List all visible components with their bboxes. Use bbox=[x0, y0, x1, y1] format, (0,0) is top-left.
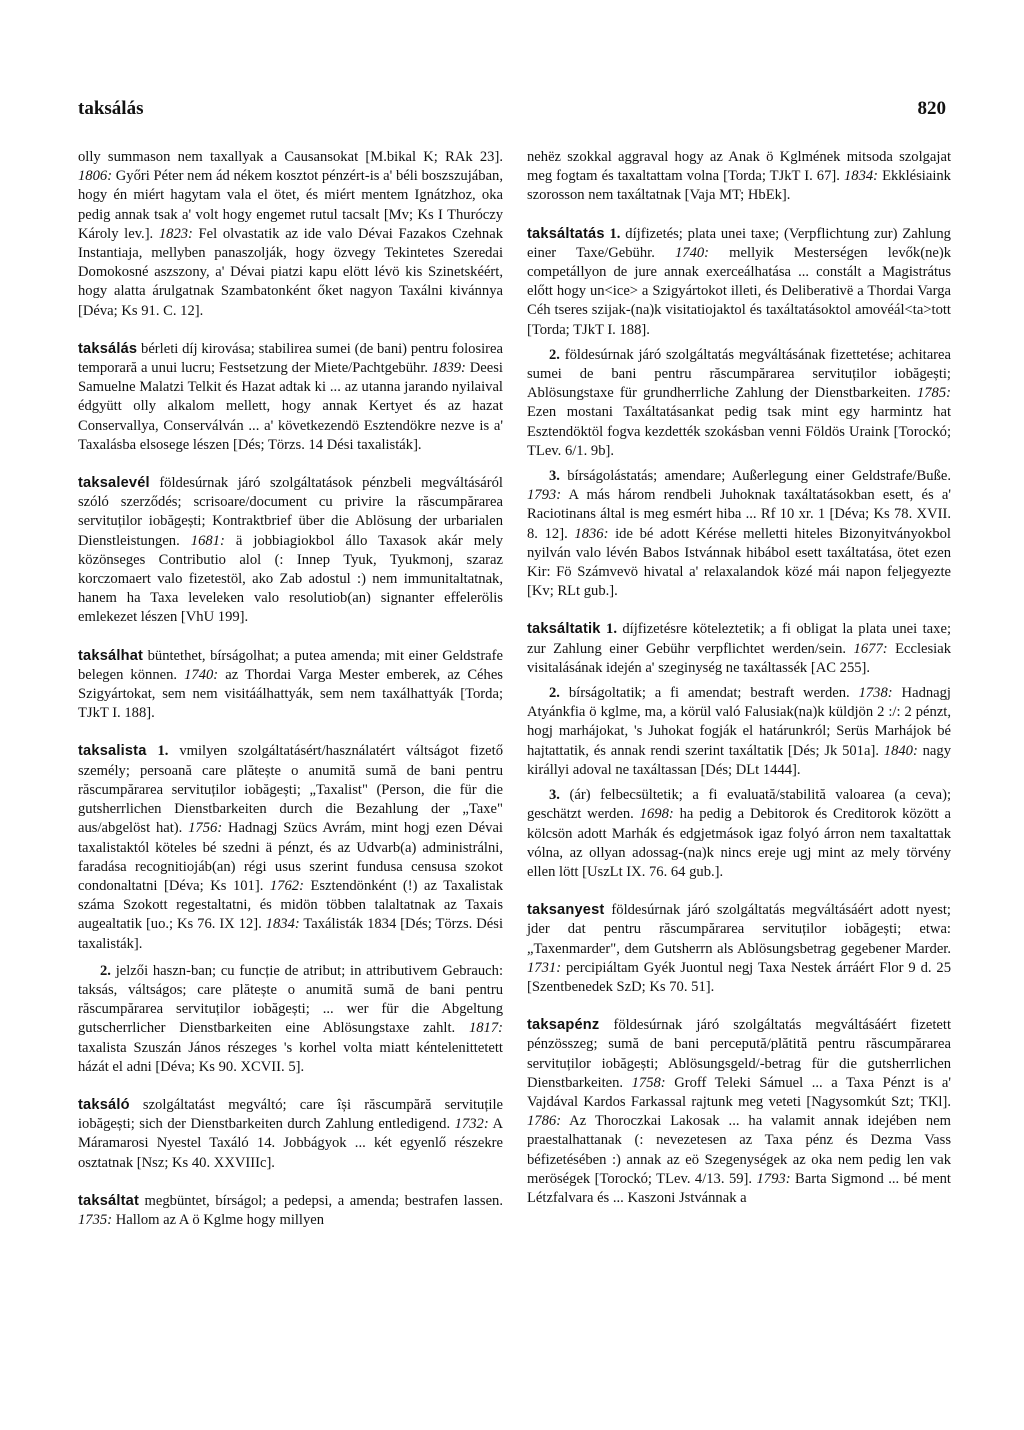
running-head bbox=[78, 98, 946, 128]
entry-taksanyest: taksanyest földesúrnak járó szolgáltatás megváltásáért adott nyest; jder dat pentru răscumpărarea servituților iobăgești; etwa: „Taxenmarder", dem Gutsherrn als Ablösungsbetrag gegebener Marder. 1731: percipiáltam Gyék Juontul negj Taxa Nestek árráért Flor 9 d. 25 [Szentbenedek SzD; Ks 70. 51]. bbox=[527, 902, 951, 995]
entry-taksaltatik: taksáltatik 1. díjfizetésre köteleztetik; a fi obligat la plata unei taxe; zur Zahlung einer Gebühr verpflichtet werden/sein. 1677: Ecclesiak visitalásának idején a' szeginység ne taxáltassék [AC 255]. bbox=[527, 621, 952, 676]
entry-continuation: olly summason nem taxallyak a Causansokat [M.bikal K; RAk 23]. 1806: Győri Péter nem ád nékem kosztot pénzért-is a' béli boszszujában, hogy én miért hagytam vala el ötet, és miért mentem Ignátzhoz, oka pedig annak tsak a' volt hogy engemet rutul tacsalt [Mv; Ks I Thuróczy Károly lev.]. 1823: Fel olvastatik az ide valo Dévai Fazakos Czehnak Instantiaja, mellyben panaszolják, hogy özvegy Tekintetes Szeredai Domokosné aszszony, a' Dévai piatzi kapu elött lévö kis Szinetskéért, hogy alatta árulgatnak Szambatonként őket nagyon Taxálni kivánnya [Déva; Ks 91. C. 12]. bbox=[78, 149, 504, 319]
entry-taksaltatik-sense-2: 2. bírságoltatik; a fi amendat; bestraft werden. 1738: Hadnagj Atyánkfia ö kglme, ma, a körül való Falusiak(na)k küldjön 2 :/: 2 pénzt, hogj marhájokat, 's Juhokat fogják el határunkról; Serüs Marhájok bé hajtattatik, és annak rendi szerint taxáltatik [Dés; Jk 501a]. 1840: nagy királlyi adoval ne taxáltassan [Dés; DLt 1444]. bbox=[527, 685, 951, 778]
headword: taksáltatás bbox=[527, 225, 605, 242]
headword: taksalevél bbox=[78, 475, 150, 492]
entry-taksaltatas: taksáltatás 1. díjfizetés; plata unei taxe; (Verpflichtung zur) Zahlung einer Taxe/Gebühr. 1740: mellyik Mesterségen levők(ne)k competállyon de jure annak exerceálhatása ... constált a Magistrátus előtt hogy un<ice> a Szigyártokot illeti, és Deliberativë a Thordai Varga Céh tseres szijak-(na)k visitatiojaktol és taxáltatásoktol amovéál<ta>tott [Torda; TJkT I. 188]. bbox=[527, 225, 951, 338]
entry-taksaltatik-sense-3: 3. (ár) felbecsültetik; a fi evaluată/stabilită valoarea (a ceva); geschätzt werden. 1698: ha pedig a Debitorok és Creditorok között a kölcsön adott Marhák és edgjetmások igaz folyó árron nem taxaltattak vólna, az ollyan adossag-(na)k nincs ereje ugj mint az mely törvény ellen lött [UszLt IX. 76. 64 gub.]. bbox=[527, 787, 952, 880]
headword: taksapénz bbox=[527, 1017, 600, 1034]
headword: taksalista bbox=[78, 743, 147, 760]
left-column bbox=[78, 148, 503, 1249]
entry-taksalista: taksalista 1. vmilyen szolgáltatásért/használatért váltságot fizető személy; persoană care plătește o anumită sumă de bani pentru răscumpărarea servituților iobăgești; „Taxalist" (Person, die für die gutsherrlichen Dienstbarkeiten durch die Bezahlung der „Taxe" aus/abgelöst hat). 1756: Hadnagj Szücs Avrám, mint hogj ezen Dévai taxalistaktól köteles bé szedni ä pénzt, és az Udvarb(a) administrálni, faradása recognitioјáb(an) régi usus szerint fundusa censusa szokot condonaltatni [Déva; Ks 101]. 1762: Esztendönként (!) az Taxalistak száma Szokott regestaltatni, és midön többen talaltatnak az Taxais augealtatik [uo.; Ks 76. IX 12]. 1834: Taxálisták 1834 [Dés; Törzs. Dési taxalisták]. bbox=[78, 743, 504, 952]
entry-taksalhat: taksálhat büntethet, bírságolhat; a putea amenda; mit einer Geldstrafe belegen können. 1740: az Thordai Varga Mester emberek, az Céhes Szigyártokat, sem nem visitáálhattyák, sem nem taxálhattyák [Torda; TJkT I. 188]. bbox=[78, 647, 503, 722]
headword: taksáltat bbox=[78, 1192, 140, 1209]
entry-continuation: nehëz szokkal aggraval hogy az Anak ö Kglmének mitsoda szolgajat meg fogtam és taxaltattam volna [Torda; TJkT I. 67]. 1834: Ekklésiaink szorosson nem taxáltatnak [Vaja MT; HbEk]. bbox=[527, 149, 951, 204]
entry-taksaltatas-sense-3: 3. bírságolástatás; amendare; Außerlegung einer Geldstrafe/Buße. 1793: A más három rendbeli Juhoknak taxáltatásokban esett, és a' Raciotinans által is meg esmért hiba ... Rf 10 xr. 1 [Déva; Ks 78. XVII. 8. 12]. 1836: ide bé adott Kérése melletti hiteles Bizonyitványokbol nyilván valo lévén Babos Istvánnak hibábol esett taxáltatása, ötet ezen Kir: Fö Számvevö hivatal a' relaxalandok közé mái napon feljegyezte [Kv; RLt gub.]. bbox=[527, 468, 951, 600]
headword: taksáltatik bbox=[527, 621, 601, 638]
entry-taksapenz: taksapénz földesúrnak járó szolgáltatás megváltásáért fizetett pénzösszeg; sumă de bani percepută/plătită pentru răscumpărarea servituților iobăgești; Ablösungsgeld/-betrag für die gutsherrlichen Dienstbarkeiten. 1758: Groff Teleki Sámuel ... a Taxa Pénzt is a' Vajdával Kardos Farkassal rajtunk meg veteti [Nagysomkút Szt; TKl]. 1786: Az Thoroczkai Lakosak ... ha valamit annak idejében nem praestalhattanak (: nevezetesen az Taxa pénz és Dezma Vass béfizetésében :) annak az eö Szegenységek az oka nem pedig len vak meröségek [Torockó; TLev. 4/13. 59]. 1793: Barta Sigmond ... bé ment Létzfalvara és ... Kaszoni Jstvánnak a bbox=[527, 1017, 951, 1206]
entry-taksaltat: taksáltat megbüntet, bírságol; a pedepsi, a amenda; bestrafen lassen. 1735: Hallom az A ö Kglme hogy millyen bbox=[78, 1192, 503, 1228]
entry-taksalo: taksáló szolgáltatást megváltó; care își răscumpără servituțile iobăgești; sich der Dienstbarkeiten durch Zahlung entledigend. 1732: A Máramarosi Nyestel Taxáló 14. Jobbágyok ... két egyenlő részekre osztatnak [Nsz; Ks 40. XXVIIIc]. bbox=[78, 1096, 503, 1171]
entry-taksalevel: taksalevél földesúrnak járó szolgáltatások pénzbeli megváltásáról szóló szerződés; scrisoare/document cu privire la răscumpărarea servituților iobăgești; Kontraktbrief über die Ablösung der urbarialen Dienstleistungen. 1681: ä jobbiagiokbol állo Taxasok akár mely közönseges Contributio alol (: Innep Tyuk, Tyukmonj, szaraz korczomaert valo fizetestöl, ako Zab adostul :) nem immunitaltatnak, hanem ha Taxa leveleken valo resolutiob(an) signanter effelerölis emlekezet lészen [VhU 199]. bbox=[78, 475, 503, 626]
entry-taksalas: taksálás bérleti díj kirovása; stabilirea sumei (de bani) pentru folosirea temporară a unui lucru; Festsetzung der Miete/Pachtgebühr. 1839: Deesi Samuelne Malatzi Telkit és Hazat adtak ki ... az utanna jarando nyilaival édgyütt olly alkalom mellett, hogy annak Kertyet és az hazat Conservallya, Conserválván ... a' következendö Esztendökre nezve is a' Taxalásba elsosege lészen [Dés; Törzs. 14 Dési taxalisták]. bbox=[78, 340, 503, 453]
right-column bbox=[527, 148, 951, 1227]
headword: taksálhat bbox=[78, 647, 144, 664]
entry-taksalista-sense-2: 2. jelzői haszn-ban; cu funcție de atribut; in attributivem Gebrauch: taksás, váltságos; care plătește o anumită sumă de bani pentru răscumpărarea servituților iobăgești; ... wer für die Abgeltung gutscherrlicher Dienstbarkeiten eine Ablösungstaxe zahlt. 1817: taxalista Szuszán János részeges 's korhel volta miatt kéntelenittetett házát el adni [Déva; Ks 90. XCVII. 5]. bbox=[78, 962, 503, 1075]
page-title: taksálás bbox=[78, 98, 144, 119]
headword: taksanyest bbox=[527, 902, 605, 919]
entry-taksaltatas-sense-2: 2. földesúrnak járó szolgáltatás megváltásának fizettetése; achitarea sumei de bani pentru răscumpărarea servituților iobăgești; Ablösungstaxe für grundherrliche Zahlung der Dienstbarkeiten. 1785: Ezen mostani Taxáltatásankat pedig tsak mint egy harmintz hat Esztendöktöl fogva kezdették szokásban venni Földös Uraink [Torockó; TLev. 6/1. 9b]. bbox=[527, 346, 951, 459]
headword: taksálás bbox=[78, 340, 138, 357]
page-number: 820 bbox=[917, 98, 946, 119]
headword: taksáló bbox=[78, 1096, 130, 1113]
